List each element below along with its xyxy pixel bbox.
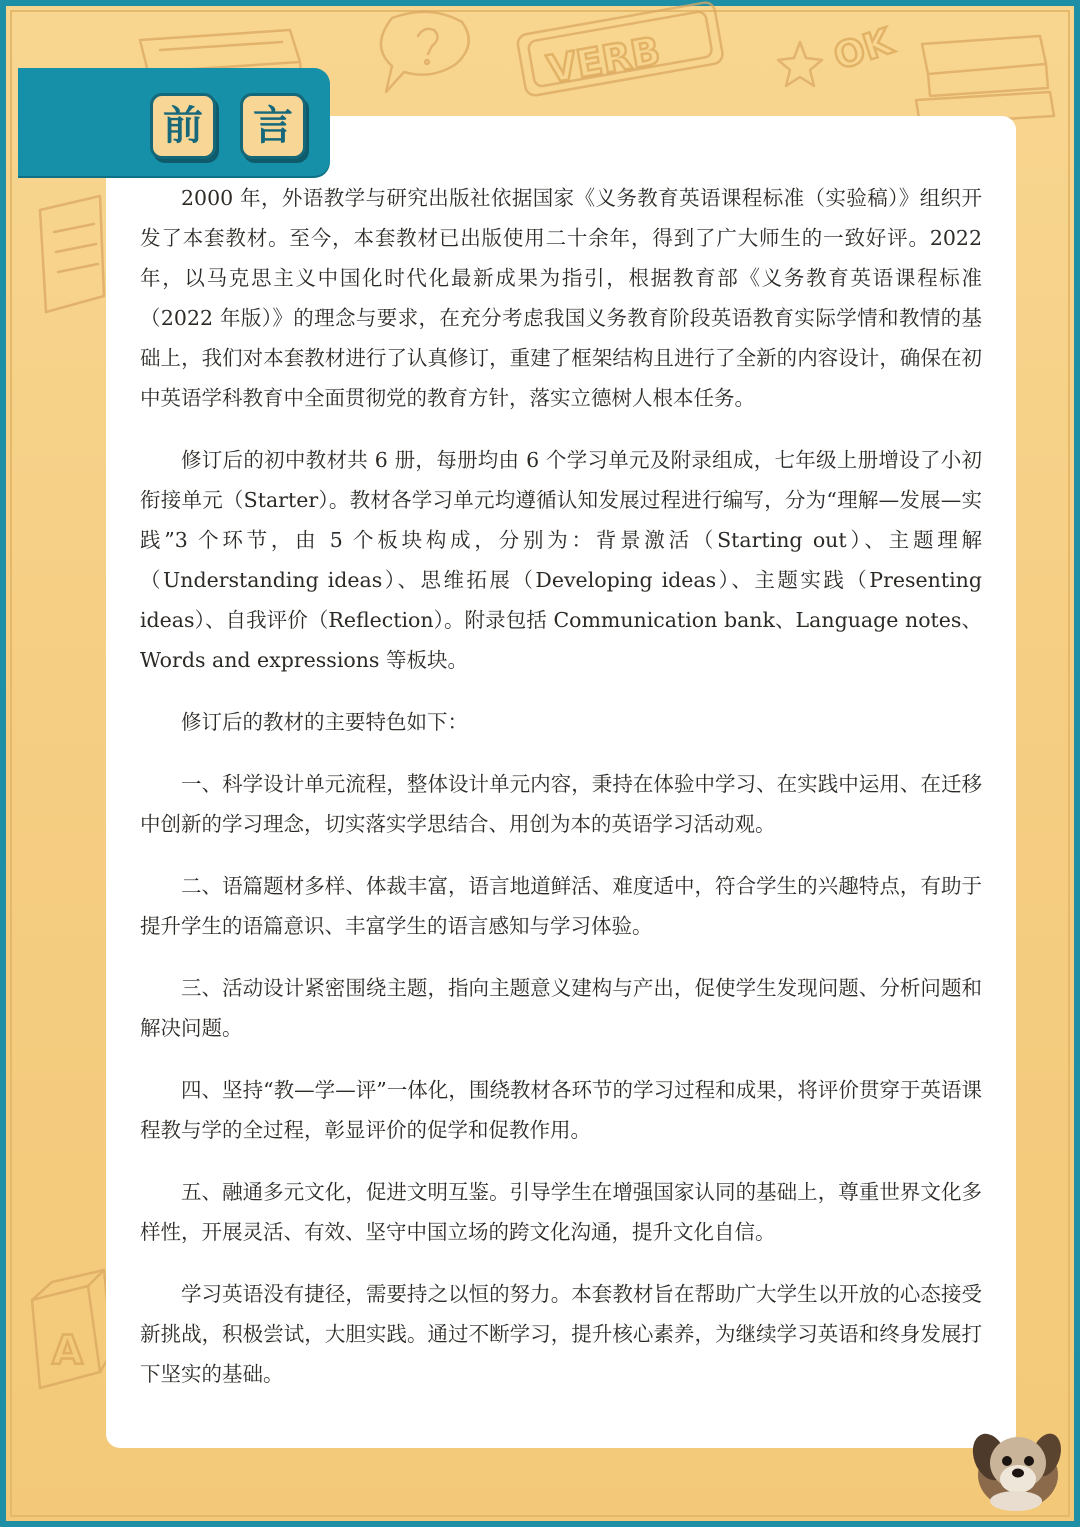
paragraph: 二、语篇题材多样、体裁丰富，语言地道鲜活、难度适中，符合学生的兴趣特点，有助于提升学生的语篇意识、丰富学生的语言感知与学习体验。 xyxy=(140,874,982,938)
title-char-1: 前 xyxy=(150,93,216,159)
paragraph: 四、坚持“教—学—评”一体化，围绕教材各环节的学习过程和成果，将评价贯穿于英语课程教与学的全过程，彰显评价的促学和促教作用。 xyxy=(140,1078,982,1142)
paragraph: 2000 年，外语教学与研究出版社依据国家《义务教育英语课程标准（实验稿）》组织开发了本套教材。至今，本套教材已出版使用二十余年，得到了广大师生的一致好评。2022 年，以马克思主义中国化时代化最新成果为指引，根据教育部《义务教育英语课程标准（2022 年版）》的理念与要求，在充分考虑我国义务教育阶段英语教育实际学情和教情的基础上，我们对本套教材进行了认真修订，重建了框架结构且进行了全新的内容设计，确保在初中英语学科教育中全面贯彻党的教育方针，落实立德树人根本任务。 xyxy=(140,186,982,410)
paragraph: 学习英语没有捷径，需要持之以恒的努力。本套教材旨在帮助广大学生以开放的心态接受新挑战，积极尝试，大胆实践。通过不断学习，提升核心素养，为继续学习英语和终身发展打下坚实的基础。 xyxy=(140,1282,982,1386)
paragraph: 一、科学设计单元流程，整体设计单元内容，秉持在体验中学习、在实践中运用、在迁移中创新的学习理念，切实落实学思结合、用创为本的英语学习活动观。 xyxy=(140,772,982,836)
star-doodle xyxy=(778,42,822,86)
preface-body xyxy=(140,178,982,1416)
paragraph: 修订后的初中教材共 6 册，每册均由 6 个学习单元及附录组成，七年级上册增设了小初衔接单元（Starter）。教材各学习单元均遵循认知发展过程进行编写，分为“理解—发展—实践”3 个环节，由 5 个板块构成，分别为：背景激活（Starting out）、主题理解（Understanding ideas）、思维拓展（Developing ideas）、主题实践（Presenting ideas）、自我评价（Reflection）。附录包括 Communication bank、Language notes、Words and expressions 等板块。 xyxy=(140,448,982,672)
paragraph: 五、融通多元文化，促进文明互鉴。引导学生在增强国家认同的基础上，尊重世界文化多样性，开展灵活、有效、坚守中国立场的跨文化沟通，提升文化自信。 xyxy=(140,1180,982,1244)
books-doodle xyxy=(916,36,1054,124)
title-char-2: 言 xyxy=(240,93,306,159)
a-block-doodle-text: A xyxy=(52,1328,83,1374)
verb-doodle-text: VERB xyxy=(543,28,664,92)
question-bubble-doodle xyxy=(381,12,469,92)
ok-doodle-text: OK xyxy=(829,21,898,79)
paragraph: 三、活动设计紧密围绕主题，指向主题意义建构与产出，促使学生发现问题、分析问题和解决问题。 xyxy=(140,976,982,1040)
puppy-sticker xyxy=(968,1413,1064,1511)
notebook-doodle xyxy=(40,196,104,312)
paragraph: 修订后的教材的主要特色如下： xyxy=(181,710,468,734)
